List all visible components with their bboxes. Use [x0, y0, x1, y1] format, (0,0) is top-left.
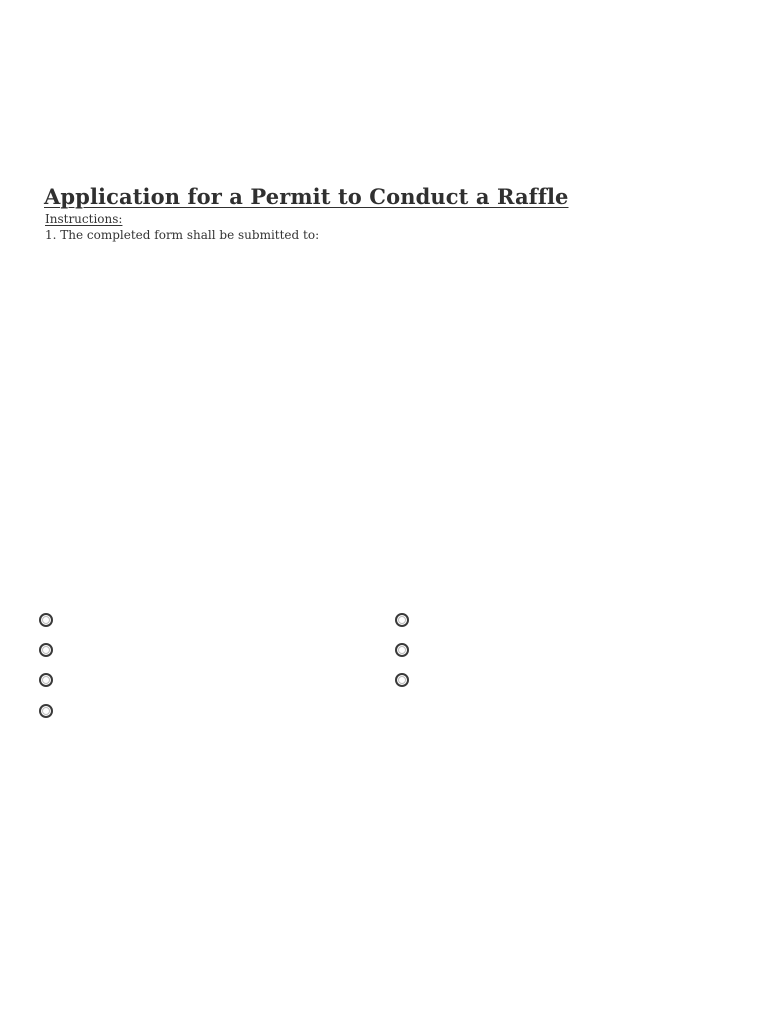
- instruction-item-1: 1. The completed form shall be submitted to:: [45, 228, 320, 242]
- radio-option-left-4[interactable]: [39, 704, 53, 718]
- radio-option-left-2[interactable]: [39, 643, 53, 657]
- radio-option-right-3[interactable]: [395, 673, 409, 687]
- radio-option-left-3[interactable]: [39, 673, 53, 687]
- radio-option-left-1[interactable]: [39, 613, 53, 627]
- page-title: Application for a Permit to Conduct a Raffle: [44, 184, 569, 209]
- radio-option-right-2[interactable]: [395, 643, 409, 657]
- instructions-label: Instructions:: [45, 212, 123, 226]
- radio-option-right-1[interactable]: [395, 613, 409, 627]
